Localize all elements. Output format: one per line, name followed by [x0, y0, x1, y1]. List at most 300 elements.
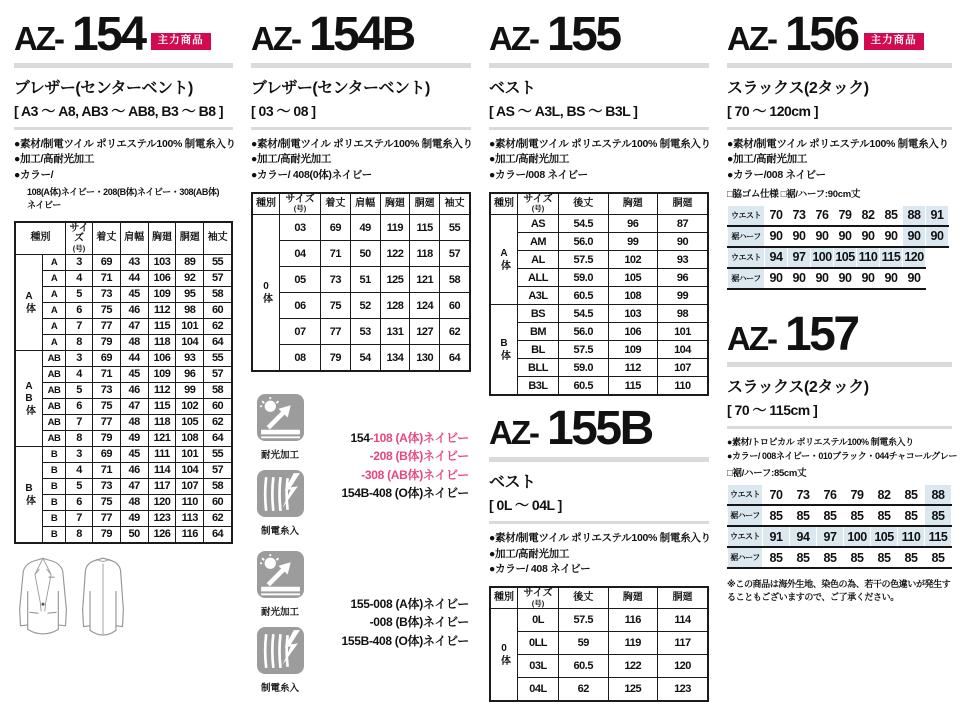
table-cell: 8	[66, 526, 93, 543]
table-cell: 110	[857, 247, 880, 268]
table-cell: 64	[204, 430, 232, 446]
table-cell: B3L	[518, 377, 559, 396]
table-cell: 115	[925, 526, 952, 547]
table-cell: 4	[66, 270, 93, 286]
column-header: 後丈	[559, 587, 609, 609]
color-code-line	[315, 613, 469, 632]
table-cell: 88	[903, 206, 926, 226]
table-cell: 115	[148, 398, 176, 414]
table-cell: 104	[176, 462, 204, 478]
table-cell: 49	[350, 215, 380, 241]
table-cell: 48	[120, 334, 148, 350]
table-cell: 57.5	[559, 251, 609, 269]
code-black: 154B-408 (O体)ネイビー	[341, 486, 469, 501]
table-cell: 125	[608, 678, 658, 702]
table-cell: 6	[66, 398, 93, 414]
table-cell: 57.5	[559, 609, 609, 632]
table-cell: 103	[608, 305, 658, 323]
table-cell: 5	[66, 382, 93, 398]
code-black: -008 (B体)ネイビー	[369, 615, 469, 630]
table-cell: A	[43, 318, 66, 334]
table-cell: 85	[817, 547, 844, 568]
table-cell: 125	[380, 267, 410, 293]
table-row	[728, 247, 949, 268]
divider	[727, 426, 952, 429]
table-cell: 08	[280, 345, 321, 372]
spec-line: ●カラー/ 408 ネイビー	[489, 563, 591, 576]
table-cell: 46	[120, 382, 148, 398]
product-code-number: 154B	[308, 8, 414, 61]
table-cell: 73	[93, 382, 121, 398]
table-cell: 122	[608, 655, 658, 678]
table-cell: 112	[148, 382, 176, 398]
table-cell: 104	[176, 334, 204, 350]
table-cell: 69	[93, 446, 121, 462]
main-product-badge: 主力商品	[151, 33, 211, 50]
table-cell: BS	[518, 305, 559, 323]
spec-list	[489, 137, 709, 184]
table-row	[15, 494, 232, 510]
table-cell: 96	[658, 269, 709, 287]
table-cell: 62	[204, 510, 232, 526]
product-name: ブレザー(センターベント)	[14, 79, 193, 97]
table-cell: 100	[811, 247, 834, 268]
product-code-prefix: AZ-	[14, 20, 63, 57]
row-label: ウエスト	[728, 485, 763, 505]
table-cell: 3	[66, 254, 93, 270]
icon-label: 耐光加工	[260, 607, 299, 619]
table-cell: 91	[926, 206, 949, 226]
table-cell: 122	[380, 241, 410, 267]
table-cell: 3	[66, 350, 93, 366]
size-range: [ 0L 〜 04L ]	[489, 496, 562, 513]
table-cell: 7	[66, 414, 93, 430]
table-cell: 85	[898, 547, 925, 568]
product-name: スラックス(2タック)	[727, 79, 869, 97]
table-cell: 5	[66, 286, 93, 302]
table-cell: 116	[608, 609, 658, 632]
table-cell: 115	[410, 215, 440, 241]
table-cell: 101	[176, 446, 204, 462]
divider	[489, 127, 709, 130]
section-az154	[14, 8, 236, 702]
product-name: ブレザー(センターベント)	[251, 79, 430, 97]
table-cell: 73	[321, 267, 351, 293]
table-cell: 123	[658, 678, 709, 702]
table-row	[490, 678, 708, 702]
table-cell: 92	[176, 270, 204, 286]
table-header	[490, 587, 708, 609]
size-header	[66, 222, 93, 254]
divider	[727, 63, 952, 68]
table-cell: AB	[43, 414, 66, 430]
spec-line: ●素材/制電ツイル ポリエステル100% 制電糸入り	[14, 137, 236, 150]
product-name: ベスト	[489, 473, 536, 491]
table-cell: 120	[658, 655, 709, 678]
product-code-prefix: AZ-	[727, 20, 776, 57]
table-cell: 58	[440, 267, 470, 293]
table-cell: 85	[790, 505, 817, 526]
table-row	[490, 269, 708, 287]
table-cell: 97	[788, 247, 811, 268]
table-row	[490, 377, 708, 396]
size-table-az155	[489, 192, 709, 396]
table-cell: A3L	[518, 287, 559, 305]
table-cell: 115	[148, 318, 176, 334]
kind-header: 種別	[490, 193, 518, 215]
table-cell: 106	[148, 270, 176, 286]
table-cell: B	[43, 478, 66, 494]
size-header	[518, 193, 559, 215]
table-row	[490, 305, 708, 323]
table-cell: 85	[763, 505, 790, 526]
table-cell: 64	[204, 526, 232, 543]
table-cell: 71	[321, 241, 351, 267]
spec-line: 108(A体)ネイビー・208(B体)ネイビー・308(AB体)	[27, 186, 220, 197]
table-cell: 102	[176, 398, 204, 414]
table-cell: 77	[93, 414, 121, 430]
size-table-az155b	[489, 586, 709, 702]
color-code-line	[315, 466, 469, 485]
table-row	[15, 318, 232, 334]
table-cell: 75	[93, 494, 121, 510]
spec-line: ●加工/高耐光加工	[489, 153, 570, 166]
process-icons-note-2	[251, 551, 471, 694]
table-row	[15, 510, 232, 526]
table-header-row	[490, 193, 708, 215]
table-cell: A	[43, 302, 66, 318]
group-label: A体	[15, 254, 43, 350]
row-label: 裾ハーフ	[728, 268, 765, 289]
table-cell: 77	[321, 319, 351, 345]
table-cell: 106	[608, 323, 658, 341]
table-cell: 98	[658, 305, 709, 323]
group-label: B体	[490, 305, 518, 396]
spec-line: ●加工/高耐光加工	[14, 153, 95, 166]
column-header: 肩幅	[350, 193, 380, 215]
table-cell: 93	[658, 251, 709, 269]
option-line: □裾/ハーフ:85cm丈	[727, 468, 807, 480]
icon-stack	[251, 394, 315, 537]
code-black: 155-008 (A体)ネイビー	[350, 596, 469, 611]
product-name: ベスト	[489, 79, 536, 97]
column-header: 胸廻	[148, 222, 176, 254]
product-heading-az155b	[489, 402, 709, 456]
product-heading-az154	[14, 8, 233, 61]
blazer-back-illustration	[78, 554, 128, 640]
table-cell: 64	[440, 345, 470, 372]
color-code-line	[315, 429, 469, 448]
antistatic-thread-icon	[251, 470, 309, 537]
table-cell: 96	[176, 366, 204, 382]
table-cell: 113	[176, 510, 204, 526]
table-cell: 69	[93, 254, 121, 270]
table-cell: 57.5	[559, 341, 609, 359]
table-cell: 120	[148, 494, 176, 510]
table-cell: 57	[204, 462, 232, 478]
table-cell: 73	[93, 478, 121, 494]
column-header: 胸廻	[608, 587, 658, 609]
table-cell: 45	[120, 446, 148, 462]
table-row	[728, 505, 952, 526]
table-body	[490, 609, 708, 702]
row-label: ウエスト	[728, 206, 765, 226]
size-range: [ 70 〜 115cm ]	[727, 402, 818, 419]
table-cell: 47	[120, 318, 148, 334]
table-row	[728, 547, 952, 568]
table-row	[252, 345, 470, 372]
table-cell: 127	[410, 319, 440, 345]
row-label: 裾ハーフ	[728, 547, 763, 568]
table-cell: 05	[280, 267, 321, 293]
table-cell: 118	[148, 334, 176, 350]
product-code-number: 154	[71, 8, 145, 61]
table-cell: 3	[66, 446, 93, 462]
table-cell: 73	[790, 485, 817, 505]
table-cell: 54	[350, 345, 380, 372]
table-cell: 114	[148, 462, 176, 478]
table-cell: 58	[204, 478, 232, 494]
group-label: 0体	[490, 609, 518, 702]
row-label: ウエスト	[728, 526, 763, 547]
table-cell: 43	[120, 254, 148, 270]
spec-line: ●カラー/ 408(0体)ネイビー	[251, 169, 372, 182]
table-cell: 82	[871, 485, 898, 505]
table-cell: 03L	[518, 655, 559, 678]
table-cell: 7	[66, 510, 93, 526]
table-cell: 90	[788, 226, 811, 247]
table-cell: 103	[148, 254, 176, 270]
product-code-number: 155B	[546, 402, 652, 456]
table-cell: 89	[176, 254, 204, 270]
column-header: 後丈	[559, 193, 609, 215]
option-line: □脇ゴム仕様 □裾/ハーフ:90cm丈	[727, 188, 861, 200]
table-cell: 62	[204, 318, 232, 334]
table-cell: AB	[43, 398, 66, 414]
table-cell: B	[43, 526, 66, 543]
table-row	[15, 254, 232, 270]
table-row	[15, 478, 232, 494]
divider	[14, 63, 233, 68]
table-cell: 134	[380, 345, 410, 372]
table-cell: 90	[834, 268, 857, 289]
table-cell: 04	[280, 241, 321, 267]
size-table-az154	[14, 221, 233, 544]
table-cell: 62	[559, 678, 609, 702]
table-row	[252, 319, 470, 345]
size-header-sub: (号)	[531, 204, 545, 214]
table-cell: 45	[120, 366, 148, 382]
table-cell: 85	[763, 547, 790, 568]
table-cell: 54.5	[559, 215, 609, 233]
table-cell: 70	[765, 206, 788, 226]
table-cell: 130	[410, 345, 440, 372]
table-row	[490, 655, 708, 678]
table-row	[15, 286, 232, 302]
table-cell: 126	[148, 526, 176, 543]
column-header: 袖丈	[204, 222, 232, 254]
table-cell: 90	[811, 226, 834, 247]
table-cell: 55	[204, 446, 232, 462]
table-cell: BL	[518, 341, 559, 359]
waist-table-az156	[727, 206, 949, 290]
table-cell: 97	[817, 526, 844, 547]
table-cell: 119	[380, 215, 410, 241]
color-code-line	[315, 632, 469, 651]
table-cell: 55	[440, 215, 470, 241]
table-body	[15, 254, 232, 543]
table-cell: 82	[857, 206, 880, 226]
table-cell: B	[43, 494, 66, 510]
size-header-sub: (号)	[531, 598, 545, 608]
table-cell: 48	[120, 494, 148, 510]
icon-label: 耐光加工	[260, 450, 299, 462]
table-cell: 124	[410, 293, 440, 319]
table-cell: 120	[903, 247, 926, 268]
table-cell: 110	[176, 494, 204, 510]
table-cell: BLL	[518, 359, 559, 377]
table-header-row	[15, 222, 232, 254]
table-cell: 75	[321, 293, 351, 319]
size-header	[518, 587, 559, 609]
table-cell: 04L	[518, 678, 559, 702]
table-row	[728, 268, 949, 289]
table-row	[15, 270, 232, 286]
table-cell: 46	[120, 302, 148, 318]
table-cell: 117	[148, 478, 176, 494]
spec-line: ●カラー/008 ネイビー	[727, 169, 826, 182]
table-cell: 131	[380, 319, 410, 345]
process-icons-note-1	[251, 394, 471, 537]
code-pink: -308 (AB体)ネイビー	[361, 467, 469, 482]
table-cell: 88	[925, 485, 952, 505]
divider	[727, 362, 952, 367]
table-row	[252, 241, 470, 267]
table-cell: 90	[834, 226, 857, 247]
kind-header: 種別	[252, 193, 280, 215]
table-cell: 07	[280, 319, 321, 345]
size-table-az154b	[251, 192, 471, 372]
column-header: 着丈	[321, 193, 351, 215]
row-label: ウエスト	[728, 247, 765, 268]
table-cell: 60	[204, 302, 232, 318]
table-cell: A	[43, 254, 66, 270]
color-code-lines-2	[315, 595, 471, 651]
spec-line: ●素材/制電ツイル ポリエステル100% 制電糸入り	[727, 137, 949, 150]
divider	[251, 127, 471, 130]
table-cell: 90	[765, 226, 788, 247]
table-row	[15, 414, 232, 430]
table-header	[490, 193, 708, 215]
table-row	[490, 251, 708, 269]
table-cell: 46	[120, 462, 148, 478]
table-cell: 99	[658, 287, 709, 305]
column-header: 着丈	[93, 222, 121, 254]
table-row	[252, 293, 470, 319]
table-cell: 77	[93, 318, 121, 334]
antistatic-thread-icon	[251, 627, 309, 694]
table-row	[490, 341, 708, 359]
table-cell: 118	[148, 414, 176, 430]
code-pink: -108 (A体)ネイビー	[369, 430, 469, 445]
table-cell: 118	[410, 241, 440, 267]
table-cell: 85	[925, 547, 952, 568]
table-cell: A	[43, 270, 66, 286]
table-cell: AB	[43, 430, 66, 446]
table-cell: 0LL	[518, 632, 559, 655]
table-cell: 85	[898, 505, 925, 526]
table-cell: 03	[280, 215, 321, 241]
code-black: 154	[350, 430, 370, 445]
table-cell: 52	[350, 293, 380, 319]
table-cell: 90	[880, 268, 903, 289]
table-cell: 114	[658, 609, 709, 632]
table-cell: 71	[93, 270, 121, 286]
table-cell: BM	[518, 323, 559, 341]
table-cell: 47	[120, 478, 148, 494]
product-heading-az154b	[251, 8, 471, 61]
size-header-sub: (号)	[293, 204, 307, 214]
light-resistant-process-icon	[251, 394, 309, 461]
table-cell: 8	[66, 430, 93, 446]
table-cell: 101	[658, 323, 709, 341]
table-cell: 6	[66, 494, 93, 510]
table-cell: 90	[880, 226, 903, 247]
table-cell: AB	[43, 382, 66, 398]
table-cell: 105	[608, 269, 658, 287]
table-cell: 6	[66, 302, 93, 318]
table-cell: 85	[898, 485, 925, 505]
table-cell: 93	[176, 350, 204, 366]
table-cell: 47	[120, 398, 148, 414]
table-cell: 57	[204, 366, 232, 382]
table-row	[15, 462, 232, 478]
table-cell: 48	[120, 414, 148, 430]
table-header-row	[490, 587, 708, 609]
table-row	[15, 398, 232, 414]
table-cell: 60	[440, 293, 470, 319]
table-cell: 105	[834, 247, 857, 268]
table-row	[728, 206, 949, 226]
table-cell: 7	[66, 318, 93, 334]
spec-line: ●カラー/	[14, 169, 54, 182]
table-row	[490, 632, 708, 655]
group-label: A体	[490, 215, 518, 305]
spec-line: ●カラー/008 ネイビー	[489, 169, 588, 182]
table-cell: 107	[658, 359, 709, 377]
table-cell: 79	[844, 485, 871, 505]
table-cell: 90	[857, 226, 880, 247]
table-cell: 85	[871, 547, 898, 568]
size-header	[280, 193, 321, 215]
row-label: 裾ハーフ	[728, 505, 763, 526]
table-row	[252, 267, 470, 293]
icon-label: 制電糸入	[260, 683, 299, 695]
table-cell: 109	[608, 341, 658, 359]
spec-line: ●素材/制電ツイル ポリエステル100% 制電糸入り	[251, 137, 473, 150]
table-cell: 59.0	[559, 269, 609, 287]
table-cell: 90	[765, 268, 788, 289]
size-header-top: サイズ	[285, 193, 315, 205]
color-code-lines-1	[315, 429, 471, 503]
table-cell: 119	[608, 632, 658, 655]
size-range: [ 70 〜 120cm ]	[727, 102, 819, 119]
table-row	[15, 526, 232, 543]
table-cell: 60.5	[559, 287, 609, 305]
table-row	[728, 526, 952, 547]
table-cell: 79	[93, 526, 121, 543]
color-variants	[14, 186, 233, 213]
